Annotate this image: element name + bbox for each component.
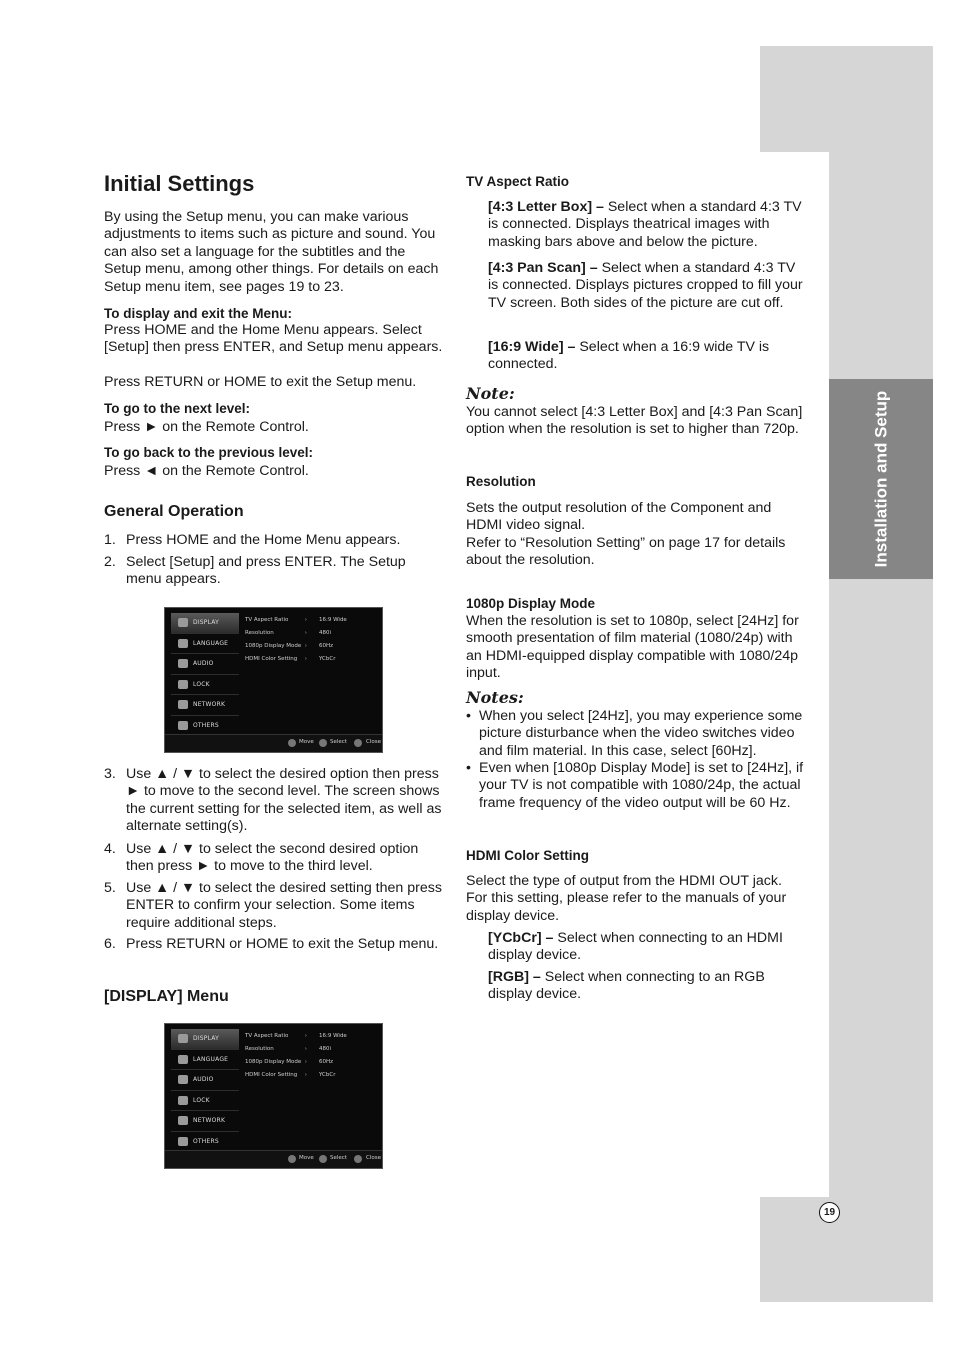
option-text: Select when connecting to an RGB display device. (488, 969, 765, 1003)
step-number: 2. (104, 554, 116, 570)
next-level-text: Press ► on the Remote Control. (104, 419, 309, 435)
menu-option-row (245, 1056, 375, 1069)
list-item (104, 841, 444, 876)
option-name: TV Aspect Ratio (245, 617, 289, 623)
option-name: TV Aspect Ratio (245, 1033, 289, 1039)
note-item: Even when [1080p Display Mode] is set to [24Hz], if your TV is not compatible with 1080/24p, the actual frame frequency of the video output will be 60 Hz. (479, 760, 804, 811)
hdmi-color-heading: HDMI Color Setting (466, 848, 589, 863)
option-value: 16:9 Wide (319, 617, 347, 623)
display-icon (178, 1034, 188, 1043)
menu-category-label: AUDIO (193, 1076, 214, 1083)
step-number: 6. (104, 936, 116, 952)
note-heading: Note: (466, 384, 515, 403)
step-text: Use ▲ / ▼ to select the desired option then press ► to move to the second level. The screen shows the current setting for the selected item, as well as alternate setting(s). (126, 766, 442, 835)
menu-hint-bar (165, 734, 382, 752)
list-item (466, 708, 806, 760)
exit-text: Press RETURN or HOME to exit the Setup menu. (104, 374, 417, 390)
close-icon (354, 739, 362, 747)
menu-category-label: DISPLAY (193, 1035, 220, 1042)
page-title: Initial Settings (104, 171, 255, 196)
display-menu-screenshot (164, 1023, 383, 1169)
step-text: Select [Setup] and press ENTER. The Setup menu appears. (126, 554, 406, 588)
menu-category-lock (171, 675, 239, 696)
hint-close: Close (366, 739, 381, 745)
chevron-right-icon: › (305, 656, 307, 662)
display-mode-heading: 1080p Display Mode (466, 596, 596, 611)
chevron-right-icon: › (305, 1072, 307, 1078)
close-icon (354, 1155, 362, 1163)
menu-category-language (171, 634, 239, 655)
network-icon (178, 700, 188, 709)
option-name: HDMI Color Setting (245, 1072, 298, 1078)
option-value: 480i (319, 1046, 332, 1052)
audio-icon (178, 1075, 188, 1084)
side-band-middle (829, 152, 933, 1197)
option-label: [16:9 Wide] – (488, 339, 576, 355)
step-number: 1. (104, 532, 116, 548)
step-number: 4. (104, 841, 116, 857)
tv-aspect-heading: TV Aspect Ratio (466, 174, 570, 189)
display-icon (178, 618, 188, 627)
audio-icon (178, 659, 188, 668)
hint-select: Select (330, 1155, 347, 1161)
option-value: YCbCr (319, 656, 336, 662)
next-level-label: To go to the next level: (104, 401, 251, 416)
list-item (104, 880, 444, 932)
menu-category-audio (171, 654, 239, 675)
display-exit-label: To display and exit the Menu: (104, 306, 293, 321)
chevron-right-icon: › (305, 1059, 307, 1065)
option-name: Resolution (245, 630, 274, 636)
list-item (104, 554, 444, 589)
note-text: You cannot select [4:3 Letter Box] and [4:3 Pan Scan] option when the resolution is set to higher than 720p. (466, 404, 803, 438)
select-icon (319, 1155, 327, 1163)
menu-category-others (171, 1132, 239, 1153)
option-label: [RGB] – (488, 969, 541, 985)
menu-category-display (171, 613, 239, 634)
side-band-bottom (760, 1197, 933, 1302)
menu-category-network (171, 695, 239, 716)
menu-category-label: LANGUAGE (193, 639, 229, 647)
page-number: 19 (819, 1202, 840, 1223)
menu-option-row (245, 627, 375, 640)
option-value: 16:9 Wide (319, 1033, 347, 1039)
menu-category-label: DISPLAY (193, 619, 220, 626)
resolution-heading: Resolution (466, 474, 536, 489)
hdmi-color-text: Select the type of output from the HDMI OUT jack. For this setting, please refer to the manuals of your display device. (466, 873, 787, 924)
option-text: Select when a standard 4:3 TV is connected. Displays theatrical images with masking bars above and below the picture. (488, 199, 802, 250)
menu-option-row (245, 1030, 375, 1043)
note-item: When you select [24Hz], you may experience some picture disturbance when the video switches video and film material. In this case, select [60Hz]. (479, 708, 803, 759)
resolution-reference: Refer to “Resolution Setting” on page 17 for details about the resolution. (466, 535, 786, 569)
language-icon (178, 639, 188, 648)
menu-option-row (245, 653, 375, 666)
step-number: 5. (104, 880, 116, 896)
option-name: Resolution (245, 1046, 274, 1052)
step-text: Press HOME and the Home Menu appears. (126, 532, 401, 548)
menu-category-network (171, 1111, 239, 1132)
menu-category-label: NETWORK (193, 1117, 226, 1124)
step-text: Use ▲ / ▼ to select the desired setting then press ENTER to confirm your selection. Some items require additional steps. (126, 880, 442, 931)
move-icon (288, 1155, 296, 1163)
list-item (104, 936, 444, 953)
wide-option (488, 339, 806, 374)
resolution-text: Sets the output resolution of the Component and HDMI video signal. (466, 500, 772, 534)
option-value: YCbCr (319, 1072, 336, 1078)
language-icon (178, 1055, 188, 1064)
hint-select: Select (330, 739, 347, 745)
option-name: 1080p Display Mode (245, 1059, 302, 1065)
others-icon (178, 721, 188, 730)
option-value: 60Hz (319, 1059, 334, 1065)
menu-option-row (245, 614, 375, 627)
select-icon (319, 739, 327, 747)
others-icon (178, 1137, 188, 1146)
rgb-option (488, 969, 806, 1004)
menu-category-display (171, 1029, 239, 1050)
step-text: Use ▲ / ▼ to select the second desired option then press ► to move to the third level. (126, 841, 419, 875)
option-label: [YCbCr] – (488, 930, 554, 946)
list-item (104, 532, 444, 549)
hint-move: Move (299, 739, 314, 745)
chevron-right-icon: › (305, 643, 307, 649)
general-operation-heading: General Operation (104, 503, 244, 520)
setup-menu-screenshot (164, 607, 383, 753)
display-mode-text: When the resolution is set to 1080p, select [24Hz] for smooth presentation of film material (1080/24p) with an HDMI-equipped display compatible with 1080/24p input. (466, 613, 799, 682)
list-item (104, 766, 444, 836)
menu-category-label: OTHERS (193, 1137, 219, 1145)
option-name: HDMI Color Setting (245, 656, 298, 662)
menu-category-others (171, 716, 239, 737)
bullet-icon: • (466, 708, 471, 724)
lock-icon (178, 680, 188, 689)
menu-category-list (171, 1029, 239, 1152)
step-text: Press RETURN or HOME to exit the Setup menu. (126, 936, 439, 952)
letterbox-option (488, 199, 806, 251)
hint-move: Move (299, 1155, 314, 1161)
menu-category-lock (171, 1091, 239, 1112)
menu-category-audio (171, 1070, 239, 1091)
panscan-option (488, 260, 806, 312)
menu-category-label: AUDIO (193, 660, 214, 667)
prev-level-label: To go back to the previous level: (104, 445, 314, 460)
menu-option-row (245, 640, 375, 653)
option-label: [4:3 Pan Scan] – (488, 260, 598, 276)
move-icon (288, 739, 296, 747)
option-text: Select when connecting to an HDMI display device. (488, 930, 783, 964)
section-tab (829, 379, 933, 579)
option-text: Select when a standard 4:3 TV is connected. Displays pictures cropped to fill your TV screen. Both sides of the picture are cut off. (488, 260, 803, 311)
ycbcr-option (488, 930, 806, 965)
option-label: [4:3 Letter Box] – (488, 199, 604, 215)
menu-category-label: LOCK (193, 680, 210, 688)
option-value: 480i (319, 630, 332, 636)
notes-heading: Notes: (466, 688, 524, 707)
menu-category-label: OTHERS (193, 721, 219, 729)
menu-option-row (245, 1043, 375, 1056)
side-band-top (760, 46, 933, 152)
chevron-right-icon: › (305, 1033, 307, 1039)
menu-category-label: LOCK (193, 1096, 210, 1104)
option-value: 60Hz (319, 643, 334, 649)
hint-close: Close (366, 1155, 381, 1161)
chevron-right-icon: › (305, 1046, 307, 1052)
chevron-right-icon: › (305, 630, 307, 636)
display-menu-heading: [DISPLAY] Menu (104, 988, 229, 1005)
network-icon (178, 1116, 188, 1125)
menu-category-language (171, 1050, 239, 1071)
list-item (466, 760, 806, 812)
option-text: Select when a 16:9 wide TV is connected. (488, 339, 770, 373)
section-tab-label: Installation and Setup (871, 390, 891, 568)
menu-option-row (245, 1069, 375, 1082)
prev-level-text: Press ◄ on the Remote Control. (104, 463, 309, 479)
lock-icon (178, 1096, 188, 1105)
menu-category-label: NETWORK (193, 701, 226, 708)
option-name: 1080p Display Mode (245, 643, 302, 649)
chevron-right-icon: › (305, 617, 307, 623)
display-exit-text: Press HOME and the Home Menu appears. Select [Setup] then press ENTER, and Setup menu appears. (104, 322, 443, 356)
step-number: 3. (104, 766, 116, 782)
intro-text: By using the Setup menu, you can make various adjustments to items such as picture and sound. You can also set a language for the subtitles and the Setup menu, among other things. For details on each Setup menu item, see pages 19 to 23. (104, 209, 439, 295)
menu-hint-bar (165, 1150, 382, 1168)
menu-category-label: LANGUAGE (193, 1055, 229, 1063)
bullet-icon: • (466, 760, 471, 776)
menu-category-list (171, 613, 239, 736)
